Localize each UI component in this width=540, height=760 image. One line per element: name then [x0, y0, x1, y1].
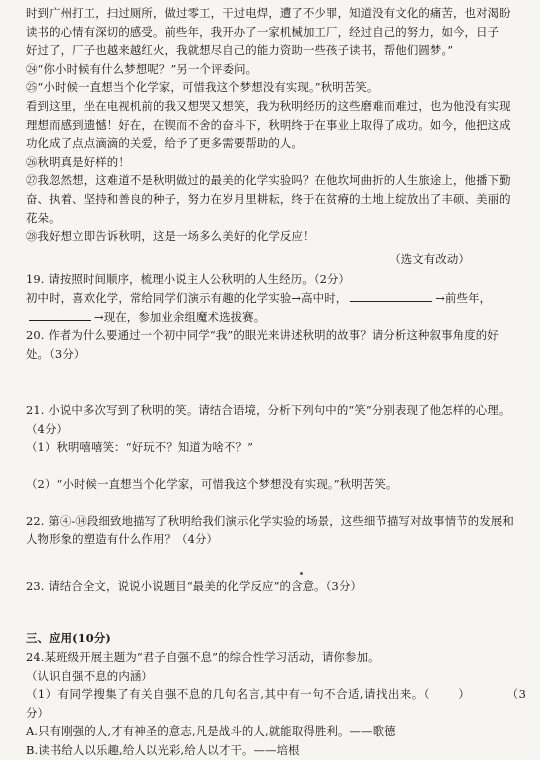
question-22-line: 22. 第④-⑭段细致地描写了秋明给我们演示化学实验的场景，这些细节描写对故事情节的发展和 [26, 513, 514, 528]
answer-space[interactable] [26, 595, 526, 623]
q19-fill-text-b: →前些年， [435, 290, 492, 305]
passage-line: 理想而感到遗憾！好在，在锲而不舍的奋斗下，秋明终于在事业上取得了成功。如今，他把这成 [26, 117, 511, 132]
question-21-sentence-1: （1）秋明嘻嘻笑：“好玩不？知道为啥不？” [26, 440, 254, 455]
question-24-sub-1 [26, 685, 526, 722]
question-24: 24.某班级开展主题为“君子自强不息”的综合性学习活动，请你参加。 [26, 650, 380, 665]
source-note: （选文有改动） [389, 251, 470, 266]
passage-line: 看到这里，坐在电视机前的我又想哭又想笑，我为秋明经历的这些磨难而难过，也为他没有实现 [26, 98, 511, 113]
question-20-line: 处。（3分） [26, 346, 86, 361]
sub1-close: ） [457, 687, 471, 702]
q19-answer-blank-1[interactable] [350, 289, 432, 302]
option-a: A.只有刚强的人,才有神圣的意志,凡是战斗的人,就能取得胜利。——歌德 [26, 724, 396, 739]
passage-line: 时到广州打工，扫过厕所，做过零工，干过电焊，遭了不少罪，知道没有文化的痛苦，也对渴盼 [26, 6, 511, 20]
answer-space[interactable] [26, 457, 526, 475]
q19-fill-text-c: →现在，参加业余组魔术选拔赛。 [94, 309, 266, 324]
passage-paragraph-26: ㉖秋明真是好样的！ [26, 154, 130, 169]
scan-speck [300, 572, 303, 575]
q19-answer-blank-2[interactable] [29, 308, 91, 321]
answer-space[interactable] [26, 363, 526, 391]
passage-paragraph-24: ㉔“你小时候有什么梦想呢？”另一个评委问。 [26, 61, 258, 76]
answer-space[interactable] [26, 494, 526, 512]
passage-line: ㉗我忽然想，这难道不是秋明做过的最美的化学实验吗？在他坎坷曲折的人生旅途上，他播下勤 [26, 173, 511, 188]
question-20-line: 20. 作者为什么要通过一个初中同学“我”的眼光来讲述秋明的故事？请分析这种叙事角度的好 [26, 328, 499, 343]
sub1-text: （1）有同学搜集了有关自强不息的几句名言,其中有一句不合适,请找出来。（ [26, 687, 430, 702]
sub1-score: （3分） [26, 687, 526, 720]
task-heading: （认识自强不息的内涵） [26, 668, 153, 683]
passage-line: 奋、执着、坚持和善良的种子，努力在岁月里耕耘，终于在贫瘠的土地上绽放出了丰硕、美丽的 [26, 191, 511, 206]
passage-line: 好过了，厂子也越来越红火，我就想尽自己的能力资助一些孩子读书，帮他们圆梦。” [26, 43, 454, 58]
question-21-line: 21. 小说中多次写到了秋明的笑。请结合语境，分析下列句中的“笑”分别表现了他怎样的心理。 [26, 403, 511, 418]
passage-line: 功化成了点点滴滴的关爱，给予了更多需要帮助的人。 [26, 136, 303, 151]
option-b: B.读书给人以乐趣,给人以光彩,给人以才干。——培根 [26, 743, 300, 757]
answer-space[interactable] [26, 391, 526, 401]
passage-line: 读书的心情有深切的感受。前些年，我开办了一家机械加工厂，经过自己的努力，如今，日子 [26, 24, 500, 39]
passage-paragraph-28: ㉘我好想立即告诉秋明，这是一场多么美好的化学反应！ [26, 229, 315, 244]
question-21-score: （4分） [26, 421, 69, 436]
answer-space[interactable] [26, 549, 526, 577]
q19-fill-text-a: 初中时，喜欢化学，常给同学们演示有趣的化学实验→高中时， [26, 290, 348, 305]
question-21-sentence-2: （2）“小时候一直想当个化学家，可惜我这个梦想没有实现。”秋明苦笑。 [26, 477, 398, 492]
section-heading: 三、应用(10分) [26, 631, 111, 646]
passage-paragraph-25: ㉕“小时候一直想当个化学家，可惜我这个梦想没有实现。”秋明苦笑。 [26, 80, 379, 95]
question-19-fill-2 [26, 308, 526, 327]
question-19-fill [26, 289, 526, 308]
passage-line: 花朵。 [26, 210, 61, 225]
question-19-title: 19. 请按照时间顺序，梳理小说主人公秋明的人生经历。（2分） [26, 272, 351, 287]
question-23: 23. 请结合全文，说说小说题目“最美的化学反应”的含意。（3分） [26, 578, 363, 593]
question-22-line: 人物形象的塑造有什么作用？（4分） [26, 532, 219, 547]
